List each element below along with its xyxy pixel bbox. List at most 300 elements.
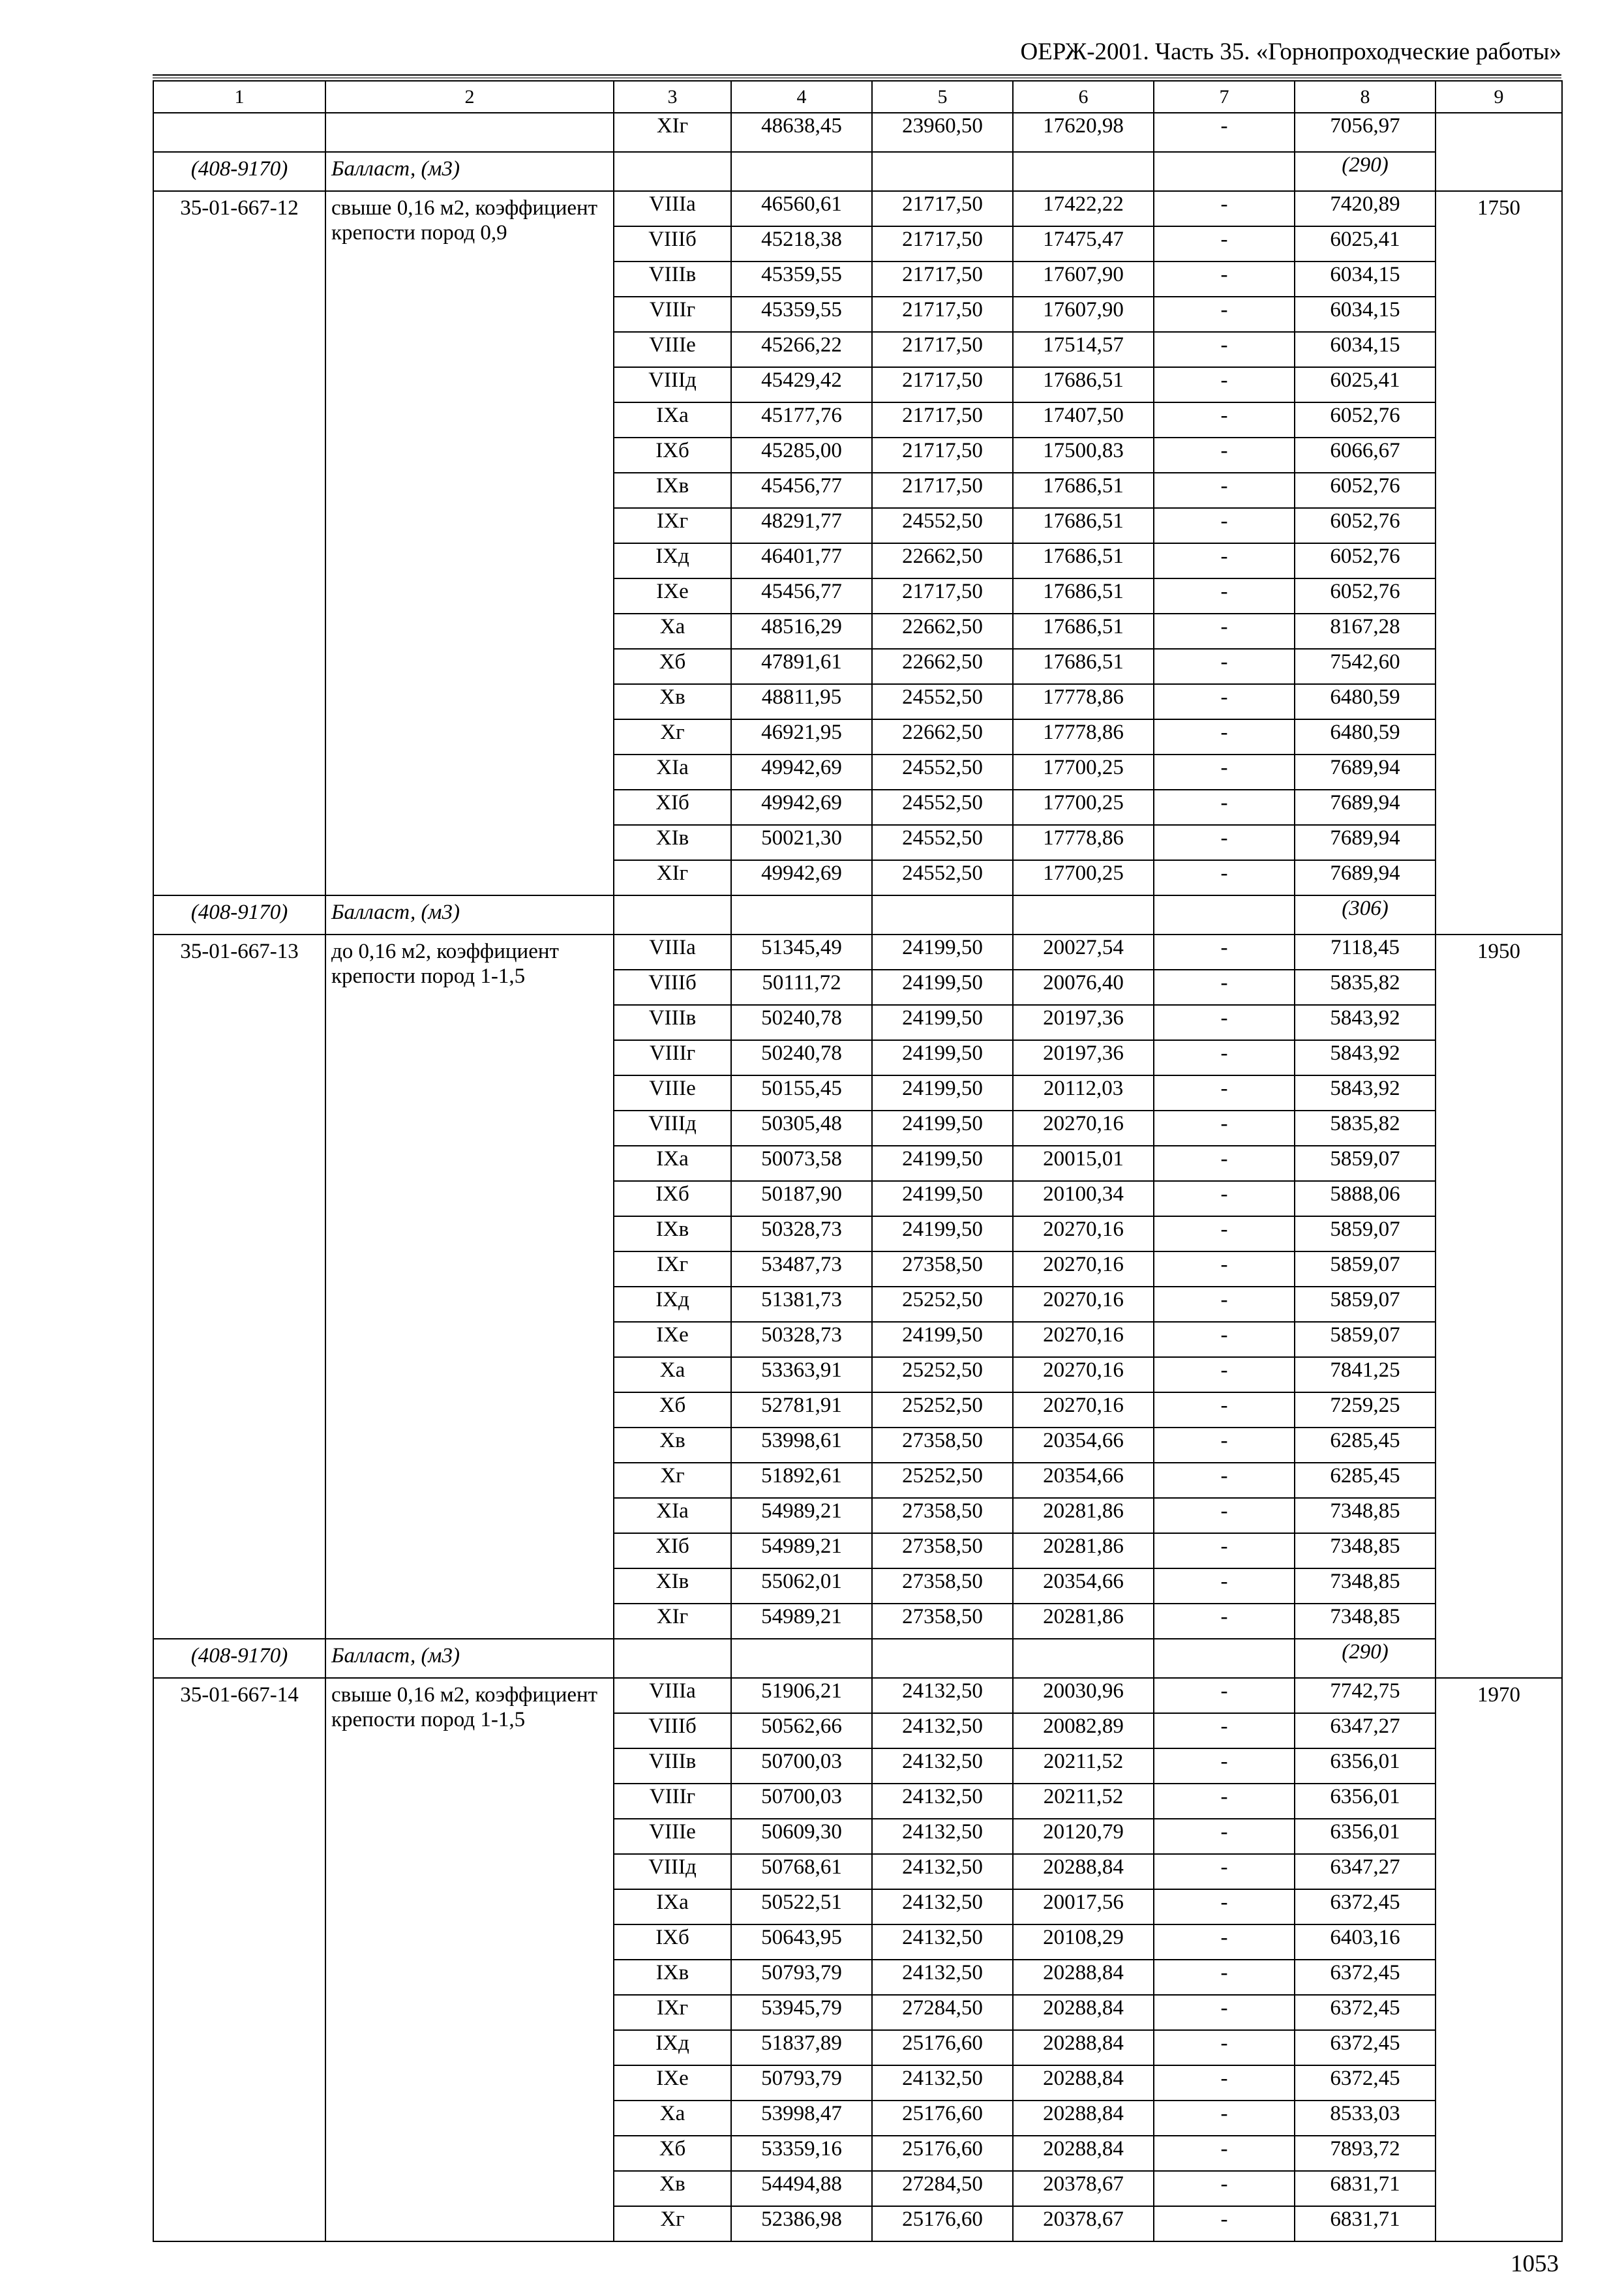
cell-col-3: IXб [614,438,731,473]
code-cell [153,935,325,1639]
cell-col-3: VIIIв [614,262,731,297]
cell-col-7: - [1154,1960,1295,1995]
ballast-code: (408-9170) [153,1639,325,1678]
cell-col-7: - [1154,2101,1295,2136]
price-cell [1436,113,1562,191]
cell-col-5: 23960,50 [872,113,1013,152]
cell-col-6: 17686,51 [1013,367,1154,402]
cell-col-5: 24552,50 [872,684,1013,719]
empty-cell [614,152,731,191]
cell-col-7: - [1154,1357,1295,1392]
rates-table-container [153,80,1561,2242]
cell-col-7: - [1154,1819,1295,1854]
cell-col-7: - [1154,1040,1295,1075]
cell-col-7: - [1154,1678,1295,1713]
cell-col-7: - [1154,402,1295,438]
empty-cell [872,1639,1013,1678]
cell-col-6: 17686,51 [1013,614,1154,649]
cell-col-8: 5888,06 [1295,1181,1436,1216]
cell-col-4: 50700,03 [731,1748,872,1784]
cell-col-4: 52386,98 [731,2206,872,2241]
cell-col-6: 20270,16 [1013,1287,1154,1322]
cell-col-6: 17620,98 [1013,113,1154,152]
cell-col-7: - [1154,2065,1295,2101]
column-number-9: 9 [1436,81,1562,113]
cell-col-3: VIIIе [614,1819,731,1854]
ballast-label: Балласт, (м3) [325,1639,614,1678]
cell-col-5: 21717,50 [872,402,1013,438]
cell-col-8: 7348,85 [1295,1568,1436,1604]
cell-col-4: 45456,77 [731,473,872,508]
cell-col-8: 6372,45 [1295,1960,1436,1995]
cell-col-3: XIв [614,1568,731,1604]
cell-col-4: 53487,73 [731,1251,872,1287]
cell-col-8: 7689,94 [1295,860,1436,895]
cell-col-8: 8533,03 [1295,2101,1436,2136]
description-cell [325,1678,614,2241]
cell-col-4: 53998,61 [731,1428,872,1463]
cell-col-4: 49942,69 [731,860,872,895]
code-cell [153,1678,325,2241]
cell-col-6: 20270,16 [1013,1111,1154,1146]
cell-col-6: 20288,84 [1013,2101,1154,2136]
cell-col-6: 20197,36 [1013,1005,1154,1040]
rate-description: свыше 0,16 м2, коэффициент крепости пород 1-1,5 [331,1683,598,1731]
cell-col-5: 25252,50 [872,1357,1013,1392]
cell-col-6: 20270,16 [1013,1392,1154,1428]
empty-cell [731,895,872,935]
cell-col-6: 20100,34 [1013,1181,1154,1216]
cell-col-8: 6356,01 [1295,1819,1436,1854]
cell-col-4: 50609,30 [731,1819,872,1854]
cell-col-5: 24552,50 [872,825,1013,860]
cell-col-4: 50240,78 [731,1005,872,1040]
cell-col-4: 55062,01 [731,1568,872,1604]
cell-col-8: 7348,85 [1295,1498,1436,1533]
cell-col-4: 45359,55 [731,262,872,297]
cell-col-8: 8167,28 [1295,614,1436,649]
cell-col-3: XIг [614,860,731,895]
cell-col-4: 50700,03 [731,1784,872,1819]
cell-col-5: 25252,50 [872,1287,1013,1322]
cell-col-5: 22662,50 [872,614,1013,649]
cell-col-6: 17686,51 [1013,578,1154,614]
cell-col-8: 6034,15 [1295,332,1436,367]
cell-col-6: 20270,16 [1013,1216,1154,1251]
cell-col-5: 27358,50 [872,1533,1013,1568]
cell-col-5: 24199,50 [872,1181,1013,1216]
cell-col-6: 20354,66 [1013,1463,1154,1498]
cell-col-6: 17422,22 [1013,191,1154,226]
price-value: 1950 [1477,940,1520,963]
code-cell [153,191,325,895]
cell-col-6: 20378,67 [1013,2206,1154,2241]
cell-col-4: 45359,55 [731,297,872,332]
cell-col-3: Xв [614,684,731,719]
cell-col-3: VIIIг [614,1784,731,1819]
column-number-header-row [153,81,1562,113]
cell-col-3: XIб [614,1533,731,1568]
cell-col-8: 5843,92 [1295,1040,1436,1075]
ballast-row [153,1639,1562,1678]
cell-col-7: - [1154,860,1295,895]
cell-col-6: 20288,84 [1013,1854,1154,1889]
cell-col-5: 21717,50 [872,297,1013,332]
empty-cell [614,1639,731,1678]
cell-col-8: 7118,45 [1295,935,1436,970]
cell-col-6: 17778,86 [1013,684,1154,719]
cell-col-6: 20112,03 [1013,1075,1154,1111]
cell-col-5: 24132,50 [872,1854,1013,1889]
cell-col-4: 46921,95 [731,719,872,755]
cell-col-8: 6285,45 [1295,1428,1436,1463]
cell-col-5: 24132,50 [872,1924,1013,1960]
cell-col-6: 20354,66 [1013,1568,1154,1604]
cell-col-7: - [1154,790,1295,825]
cell-col-4: 45177,76 [731,402,872,438]
cell-col-4: 48291,77 [731,508,872,543]
cell-col-5: 25176,60 [872,2101,1013,2136]
cell-col-4: 50155,45 [731,1075,872,1111]
cell-col-7: - [1154,262,1295,297]
cell-col-8: 7348,85 [1295,1533,1436,1568]
cell-col-4: 45218,38 [731,226,872,262]
cell-col-5: 24199,50 [872,1322,1013,1357]
empty-cell [614,895,731,935]
rate-code: 35-01-667-14 [180,1683,299,1707]
cell-col-3: IXд [614,1287,731,1322]
cell-col-7: - [1154,1216,1295,1251]
cell-col-7: - [1154,2030,1295,2065]
cell-col-4: 50793,79 [731,1960,872,1995]
empty-cell [1154,152,1295,191]
cell-col-5: 24199,50 [872,1040,1013,1075]
cell-col-8: 7689,94 [1295,825,1436,860]
cell-col-4: 50768,61 [731,1854,872,1889]
cell-col-3: VIIIа [614,935,731,970]
cell-col-7: - [1154,191,1295,226]
cell-col-7: - [1154,438,1295,473]
cell-col-8: 5859,07 [1295,1251,1436,1287]
description-cell [325,935,614,1639]
cell-col-8: 7689,94 [1295,790,1436,825]
cell-col-5: 24199,50 [872,970,1013,1005]
empty-cell [1154,1639,1295,1678]
cell-col-7: - [1154,1181,1295,1216]
page-number: 1053 [1511,2251,1559,2277]
cell-col-8: 6052,76 [1295,508,1436,543]
cell-col-6: 20270,16 [1013,1322,1154,1357]
cell-col-3: VIIIе [614,332,731,367]
cell-col-4: 50187,90 [731,1181,872,1216]
cell-col-5: 24199,50 [872,1005,1013,1040]
cell-col-6: 20120,79 [1013,1819,1154,1854]
cell-col-5: 24552,50 [872,790,1013,825]
cell-col-7: - [1154,578,1295,614]
cell-col-4: 53363,91 [731,1357,872,1392]
cell-col-6: 20281,86 [1013,1604,1154,1639]
cell-col-8: 7742,75 [1295,1678,1436,1713]
cell-col-3: XIб [614,790,731,825]
cell-col-7: - [1154,1889,1295,1924]
cell-col-5: 21717,50 [872,332,1013,367]
description-cell [325,191,614,895]
cell-col-5: 27358,50 [872,1428,1013,1463]
rate-description: свыше 0,16 м2, коэффициент крепости пород 0,9 [331,196,598,245]
cell-col-4: 54494,88 [731,2171,872,2206]
cell-col-8: 6372,45 [1295,2030,1436,2065]
cell-col-7: - [1154,113,1295,152]
cell-col-4: 49942,69 [731,790,872,825]
cell-col-3: Xа [614,1357,731,1392]
cell-col-5: 27358,50 [872,1604,1013,1639]
column-number-6: 6 [1013,81,1154,113]
cell-col-3: VIIIа [614,191,731,226]
cell-col-8: 6052,76 [1295,543,1436,578]
cell-col-7: - [1154,684,1295,719]
cell-col-7: - [1154,1748,1295,1784]
cell-col-5: 27358,50 [872,1251,1013,1287]
cell-col-7: - [1154,1854,1295,1889]
cell-col-6: 17700,25 [1013,860,1154,895]
cell-col-4: 48516,29 [731,614,872,649]
cell-col-3: VIIIб [614,1713,731,1748]
cell-col-8: 7420,89 [1295,191,1436,226]
cell-col-5: 24199,50 [872,1216,1013,1251]
cell-col-6: 20354,66 [1013,1428,1154,1463]
cell-col-5: 25252,50 [872,1392,1013,1428]
cell-col-4: 50328,73 [731,1322,872,1357]
ballast-qty: (290) [1295,1639,1436,1678]
cell-col-7: - [1154,1322,1295,1357]
cell-col-8: 5859,07 [1295,1146,1436,1181]
cell-col-7: - [1154,719,1295,755]
table-row [153,191,1562,226]
cell-col-4: 54989,21 [731,1533,872,1568]
cell-col-5: 22662,50 [872,649,1013,684]
cell-col-5: 24199,50 [872,935,1013,970]
ballast-code: (408-9170) [153,152,325,191]
cell-col-4: 51837,89 [731,2030,872,2065]
cell-col-8: 6347,27 [1295,1854,1436,1889]
rates-table [153,80,1563,2242]
cell-col-6: 17778,86 [1013,825,1154,860]
cell-col-6: 20015,01 [1013,1146,1154,1181]
cell-col-3: VIIIд [614,1111,731,1146]
description-cell [325,113,614,152]
cell-col-5: 24199,50 [872,1146,1013,1181]
cell-col-6: 17700,25 [1013,755,1154,790]
cell-col-6: 20027,54 [1013,935,1154,970]
cell-col-6: 20270,16 [1013,1251,1154,1287]
cell-col-3: VIIIд [614,1854,731,1889]
cell-col-7: - [1154,649,1295,684]
cell-col-8: 5859,07 [1295,1322,1436,1357]
cell-col-8: 7259,25 [1295,1392,1436,1428]
ballast-code: (408-9170) [153,895,325,935]
cell-col-3: VIIIб [614,970,731,1005]
cell-col-3: Xа [614,614,731,649]
cell-col-7: - [1154,2171,1295,2206]
cell-col-4: 50021,30 [731,825,872,860]
rate-code: 35-01-667-13 [180,940,299,963]
cell-col-4: 51345,49 [731,935,872,970]
cell-col-6: 20076,40 [1013,970,1154,1005]
cell-col-8: 6403,16 [1295,1924,1436,1960]
cell-col-6: 20288,84 [1013,2136,1154,2171]
cell-col-6: 20197,36 [1013,1040,1154,1075]
cell-col-7: - [1154,614,1295,649]
cell-col-3: Xб [614,2136,731,2171]
cell-col-3: IXг [614,508,731,543]
cell-col-3: IXа [614,1889,731,1924]
cell-col-3: XIв [614,825,731,860]
cell-col-8: 6025,41 [1295,367,1436,402]
cell-col-3: IXг [614,1995,731,2030]
cell-col-6: 17607,90 [1013,262,1154,297]
cell-col-3: IXе [614,1322,731,1357]
cell-col-8: 6356,01 [1295,1784,1436,1819]
empty-cell [1013,895,1154,935]
cell-col-6: 20270,16 [1013,1357,1154,1392]
cell-col-8: 6480,59 [1295,684,1436,719]
cell-col-6: 20288,84 [1013,2030,1154,2065]
cell-col-4: 53945,79 [731,1995,872,2030]
cell-col-3: VIIIд [614,367,731,402]
cell-col-5: 25176,60 [872,2030,1013,2065]
cell-col-4: 50793,79 [731,2065,872,2101]
price-cell [1436,1678,1562,2241]
cell-col-8: 6356,01 [1295,1748,1436,1784]
cell-col-4: 46560,61 [731,191,872,226]
cell-col-7: - [1154,1392,1295,1428]
cell-col-7: - [1154,543,1295,578]
cell-col-6: 20108,29 [1013,1924,1154,1960]
empty-cell [872,895,1013,935]
cell-col-4: 45456,77 [731,578,872,614]
cell-col-8: 6052,76 [1295,473,1436,508]
cell-col-6: 17700,25 [1013,790,1154,825]
cell-col-7: - [1154,970,1295,1005]
cell-col-3: IXв [614,1960,731,1995]
cell-col-7: - [1154,508,1295,543]
cell-col-3: VIIIг [614,1040,731,1075]
cell-col-3: IXд [614,543,731,578]
cell-col-7: - [1154,226,1295,262]
cell-col-5: 21717,50 [872,191,1013,226]
cell-col-3: IXв [614,1216,731,1251]
code-cell [153,113,325,152]
cell-col-7: - [1154,1498,1295,1533]
cell-col-8: 5843,92 [1295,1005,1436,1040]
cell-col-7: - [1154,1111,1295,1146]
cell-col-3: Xа [614,2101,731,2136]
cell-col-8: 6025,41 [1295,226,1436,262]
cell-col-8: 6285,45 [1295,1463,1436,1498]
cell-col-3: XIг [614,113,731,152]
cell-col-3: Xв [614,2171,731,2206]
cell-col-6: 20030,96 [1013,1678,1154,1713]
table-row [153,935,1562,970]
cell-col-8: 5859,07 [1295,1287,1436,1322]
cell-col-3: VIIIв [614,1005,731,1040]
cell-col-6: 17475,47 [1013,226,1154,262]
cell-col-4: 51906,21 [731,1678,872,1713]
cell-col-5: 25252,50 [872,1463,1013,1498]
cell-col-3: VIIIг [614,297,731,332]
column-number-2: 2 [325,81,614,113]
cell-col-3: XIг [614,1604,731,1639]
cell-col-7: - [1154,1005,1295,1040]
cell-col-7: - [1154,2206,1295,2241]
cell-col-6: 17686,51 [1013,649,1154,684]
cell-col-4: 52781,91 [731,1392,872,1428]
cell-col-7: - [1154,1075,1295,1111]
cell-col-5: 27284,50 [872,2171,1013,2206]
rate-code: 35-01-667-12 [180,196,299,220]
cell-col-4: 50073,58 [731,1146,872,1181]
cell-col-7: - [1154,935,1295,970]
cell-col-4: 50643,95 [731,1924,872,1960]
cell-col-3: Xг [614,1463,731,1498]
cell-col-4: 45429,42 [731,367,872,402]
cell-col-5: 24132,50 [872,1960,1013,1995]
cell-col-3: VIIIб [614,226,731,262]
cell-col-4: 48638,45 [731,113,872,152]
cell-col-3: IXв [614,473,731,508]
cell-col-5: 21717,50 [872,438,1013,473]
rate-description: до 0,16 м2, коэффициент крепости пород 1-1,5 [331,940,559,988]
cell-col-4: 51381,73 [731,1287,872,1322]
column-number-7: 7 [1154,81,1295,113]
cell-col-8: 7841,25 [1295,1357,1436,1392]
cell-col-4: 46401,77 [731,543,872,578]
cell-col-5: 27358,50 [872,1498,1013,1533]
cell-col-4: 50305,48 [731,1111,872,1146]
cell-col-6: 17514,57 [1013,332,1154,367]
cell-col-8: 7056,97 [1295,113,1436,152]
price-cell [1436,935,1562,1678]
cell-col-7: - [1154,1924,1295,1960]
cell-col-8: 5835,82 [1295,1111,1436,1146]
cell-col-7: - [1154,1784,1295,1819]
cell-col-5: 24132,50 [872,1819,1013,1854]
cell-col-4: 50111,72 [731,970,872,1005]
cell-col-5: 21717,50 [872,367,1013,402]
cell-col-3: XIа [614,1498,731,1533]
cell-col-7: - [1154,1604,1295,1639]
cell-col-6: 17686,51 [1013,543,1154,578]
cell-col-7: - [1154,825,1295,860]
cell-col-8: 6831,71 [1295,2206,1436,2241]
cell-col-3: IXб [614,1181,731,1216]
cell-col-5: 25176,60 [872,2136,1013,2171]
cell-col-3: Xб [614,649,731,684]
cell-col-3: VIIIа [614,1678,731,1713]
price-value: 1970 [1477,1683,1520,1707]
cell-col-8: 5859,07 [1295,1216,1436,1251]
empty-cell [731,152,872,191]
ballast-label: Балласт, (м3) [325,895,614,935]
cell-col-4: 53998,47 [731,2101,872,2136]
cell-col-3: IXе [614,578,731,614]
cell-col-5: 27284,50 [872,1995,1013,2030]
cell-col-4: 50328,73 [731,1216,872,1251]
column-number-1: 1 [153,81,325,113]
cell-col-4: 48811,95 [731,684,872,719]
cell-col-4: 47891,61 [731,649,872,684]
cell-col-5: 24199,50 [872,1075,1013,1111]
